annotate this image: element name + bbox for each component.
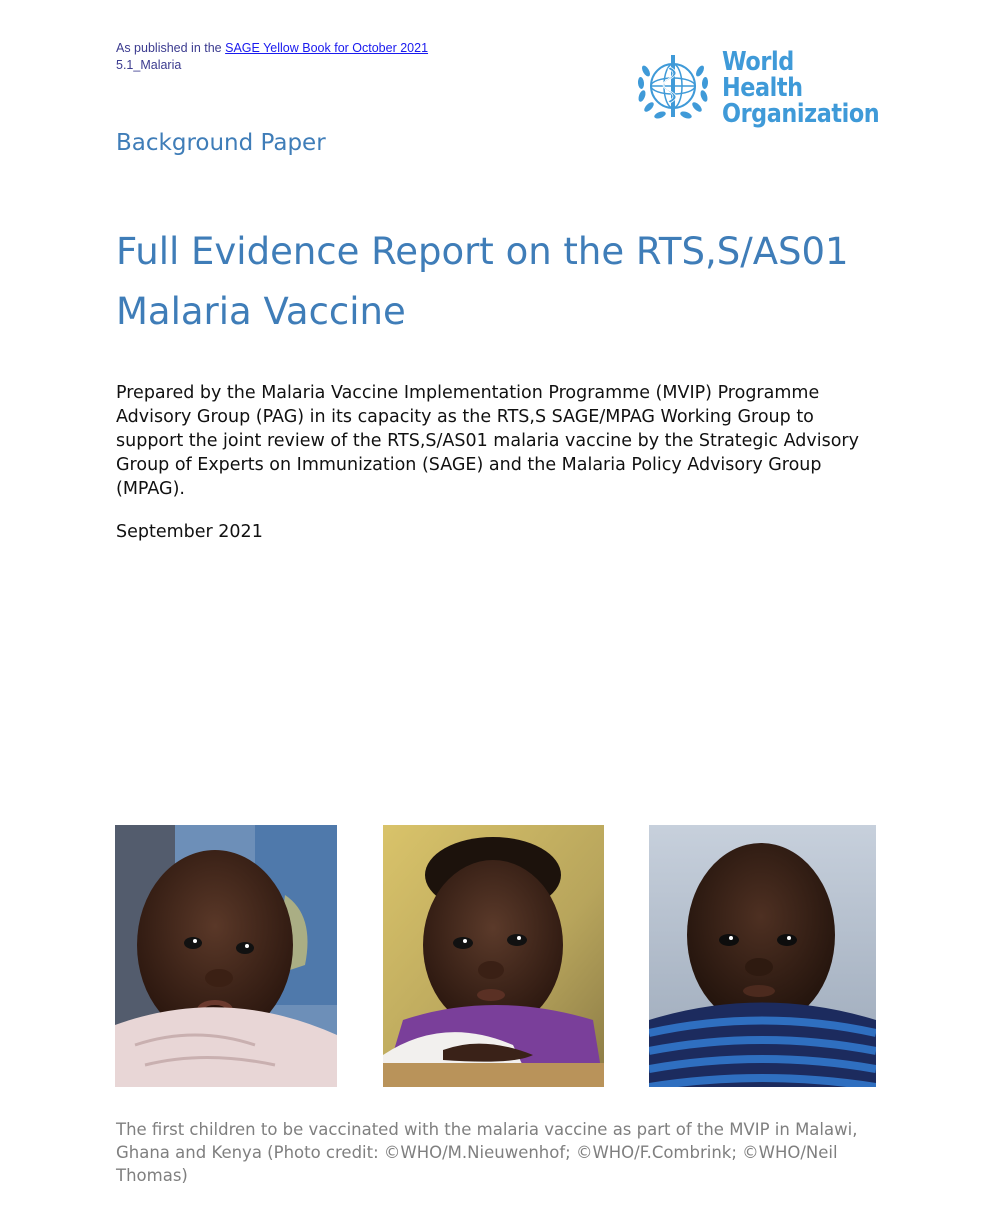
who-wordmark-line1: World Health	[722, 47, 803, 103]
report-title-line2: Malaria Vaccine	[116, 290, 406, 333]
report-title	[116, 222, 896, 342]
child-photo-1	[115, 825, 337, 1087]
report-title-line1: Full Evidence Report on the RTS,S/AS01	[116, 230, 849, 273]
publication-note	[116, 40, 428, 74]
photo-caption: The first children to be vaccinated with the malaria vaccine as part of the MVIP in Malawi, Ghana and Kenya (Photo credit: ©WHO/M.Nieuwenhof; ©WHO/F.Combrink; ©WHO/Neil Thomas)	[116, 1120, 858, 1185]
document-code: 5.1_Malaria	[116, 58, 182, 72]
publication-date: September 2021	[116, 522, 263, 542]
prepared-by-paragraph: Prepared by the Malaria Vaccine Implementation Programme (MVIP) Programme Advisory Group (PAG) in its capacity as the RTS,S SAGE/MPAG Working Group to support the joint review of the RTS,S/AS01 malaria vaccine by the Strategic Advisory Group of Experts on Immunization (SAGE) and the Malaria Policy Advisory Group (MPAG).	[116, 383, 859, 499]
child-photo-2	[383, 825, 604, 1087]
publication-prefix: As published in the	[116, 41, 222, 55]
who-wordmark-line2: Organization	[722, 99, 880, 129]
who-logo	[632, 48, 882, 128]
sage-yellow-book-link[interactable]: SAGE Yellow Book for October 2021	[225, 41, 429, 55]
child-photo-3	[649, 825, 876, 1087]
paper-type-label: Background Paper	[116, 130, 326, 156]
who-wordmark	[722, 49, 879, 127]
who-emblem-icon	[632, 49, 714, 127]
